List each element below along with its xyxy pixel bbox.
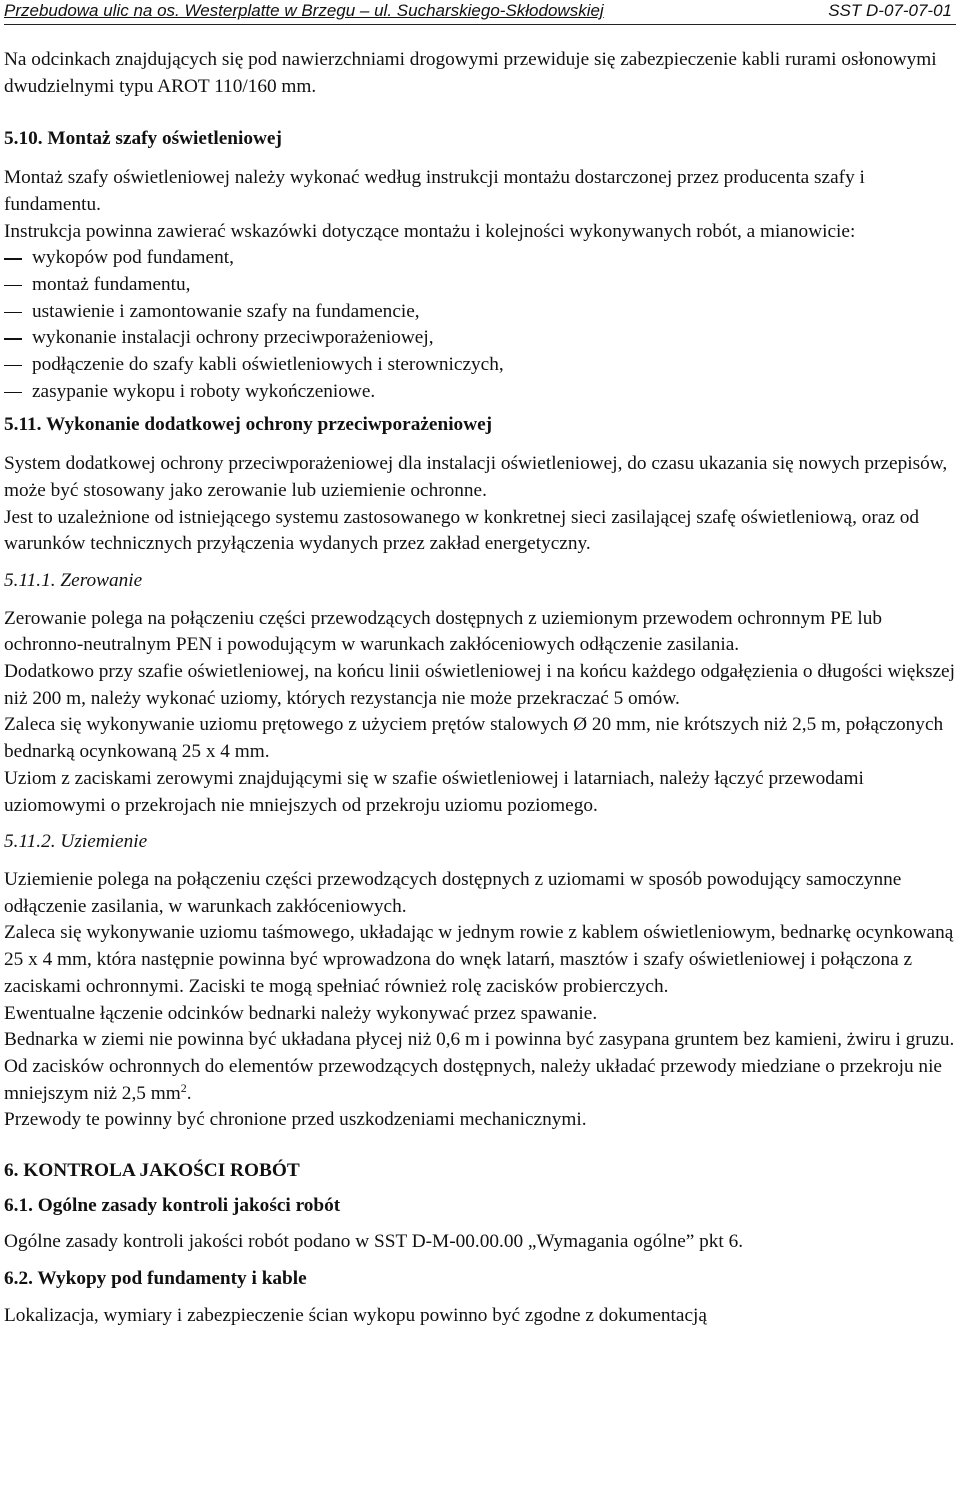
list-item: montaż fundamentu, bbox=[4, 272, 956, 299]
section-5-11-2-heading: 5.11.2. Uziemienie bbox=[4, 831, 148, 853]
s61-paragraph: Ogólne zasady kontroli jakości robót podano w SST D-M-00.00.00 „Wymagania ogólne” pkt 6. bbox=[4, 1231, 744, 1253]
section-5-11-heading: 5.11. Wykonanie dodatkowej ochrony przeciwporażeniowej bbox=[4, 414, 493, 436]
intro-paragraph: Na odcinkach znajdujących się pod nawierzchniami drogowymi przewiduje się zabezpieczenie kabli rurami osłonowymi dwudzielnymi typu AROT 110/160 mm. bbox=[4, 49, 937, 97]
s5111-paragraph-4: Uziom z zaciskami zerowymi znajdującymi się w szafie oświetleniowej i latarniach, należy łączyć przewodami uziomowymi o przekrojach nie mniejszych od przekroju uziomu poziomego. bbox=[4, 767, 864, 816]
section-6-1-heading: 6.1. Ogólne zasady kontroli jakości robót bbox=[4, 1194, 341, 1216]
list-item: podłączenie do szafy kabli oświetleniowych i sterowniczych, bbox=[4, 352, 956, 379]
s62-paragraph: Lokalizacja, wymiary i zabezpieczenie ścian wykopu powinno być zgodne z dokumentacją bbox=[4, 1304, 707, 1326]
section-5-11-1-heading: 5.11.1. Zerowanie bbox=[4, 569, 143, 591]
list-item: wykonanie instalacji ochrony przeciwporażeniowej, bbox=[4, 325, 956, 352]
section-6-2-heading: 6.2. Wykopy pod fundamenty i kable bbox=[4, 1268, 307, 1290]
s510-paragraph-1: Montaż szafy oświetleniowej należy wykonać według instrukcji montażu dostarczonej przez producenta szafy i fundamentu. bbox=[4, 167, 865, 215]
s5112-paragraph-5: Od zacisków ochronnych do elementów przewodzących dostępnych, należy układać przewody miedziane o przekroju nie mniejszym niż 2,5 $mm^2$. bbox=[4, 1055, 942, 1104]
s5112-paragraph-4: Bednarka w ziemi nie powinna być układana płycej niż 0,6 m i powinna być zasypana gruntem bez kamieni, żwiru i gruzu. bbox=[4, 1029, 955, 1051]
page-header bbox=[4, 0, 956, 25]
section-6-heading: 6. KONTROLA JAKOŚCI ROBÓT bbox=[4, 1160, 300, 1182]
s5112-paragraph-2: Zaleca się wykonywanie uziomu taśmowego, układając w jednym rowie z kablem oświetleniowym, bednarkę ocynkowaną 25 x 4 mm, która następnie powinna być wprowadzona do wnęk latarń, masztów i szafy oświetleniowej i połączona z zaciskami ochronnymi. Zaciski te mogą spełniać również rolę zacisków probierczych. bbox=[4, 922, 954, 997]
s511-paragraph-1: System dodatkowej ochrony przeciwporażeniowej dla instalacji oświetleniowej, do czasu ukazania się nowych przepisów, może być stosowany jako zerowanie lub uziemienie ochronne. bbox=[4, 453, 948, 501]
list-item: zasypanie wykopu i roboty wykończeniowe. bbox=[4, 379, 956, 406]
s5112-paragraph-3: Ewentualne łączenie odcinków bednarki należy wykonywać przez spawanie. bbox=[4, 1002, 598, 1024]
s510-paragraph-2: Instrukcja powinna zawierać wskazówki dotyczące montażu i kolejności wykonywanych robót, a mianowicie: bbox=[4, 220, 856, 242]
document-body bbox=[4, 47, 956, 1330]
section-5-10-heading: 5.10. Montaż szafy oświetleniowej bbox=[4, 128, 282, 150]
s5112-paragraph-6: Przewody te powinny być chronione przed uszkodzeniami mechanicznymi. bbox=[4, 1109, 587, 1131]
header-title: Przebudowa ulic na os. Westerplatte w Brzegu – ul. Sucharskiego-Skłodowskiej bbox=[4, 1, 604, 20]
list-item: wykopów pod fundament, bbox=[4, 245, 956, 272]
list-item: ustawienie i zamontowanie szafy na fundamencie, bbox=[4, 299, 956, 326]
s5111-paragraph-1: Zerowanie polega na połączeniu części przewodzących dostępnych z uziemionym przewodem ochronnym PE lub ochronno-neutralnym PEN i powodującym w warunkach zakłóceniowych odłączenie zasilania. bbox=[4, 607, 883, 656]
header-doc-code: SST D-07-07-01 bbox=[828, 1, 952, 20]
s5112-paragraph-1: Uziemienie polega na połączeniu części przewodzących dostępnych z uziomami w sposób powodujący samoczynne odłączenie zasilania, w warunkach zakłóceniowych. bbox=[4, 868, 902, 917]
superscript-2: 2 bbox=[180, 1080, 187, 1095]
s5111-paragraph-2: Dodatkowo przy szafie oświetleniowej, na końcu linii oświetleniowej i na końcu każdego odgałęzienia o długości większej niż 200 m, należy wykonać uziomy, których rezystancja nie może przekraczać 5 omów. bbox=[4, 661, 955, 709]
s511-paragraph-2: Jest to uzależnione od istniejącego systemu zastosowanego w konkretnej sieci zasilającej szafę oświetleniową, oraz od warunków technicznych przyłączenia wydanych przez zakład energetyczny. bbox=[4, 506, 920, 555]
s510-list bbox=[4, 245, 956, 405]
s5111-paragraph-3: Zaleca się wykonywanie uziomu prętowego z użyciem prętów stalowych Ø 20 mm, nie krótszych niż 2,5 m, połączonych bednarką ocynkowaną 25 x 4 mm. bbox=[4, 714, 944, 763]
